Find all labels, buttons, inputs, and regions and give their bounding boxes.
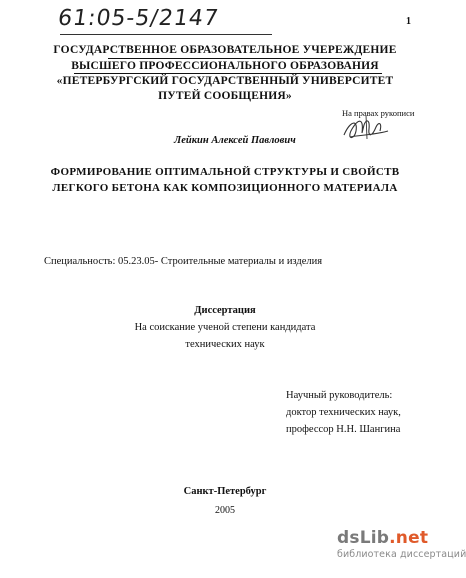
institution-line-3: «ПЕТЕРБУРГСКИЙ ГОСУДАРСТВЕННЫЙ УНИВЕРСИТЕТ [56, 75, 394, 87]
archive-number-underline [60, 34, 272, 35]
specialty: Специальность: 05.23.05- Строительные материалы и изделия [44, 256, 323, 267]
author-name: Лейкин Алексей Павлович [174, 135, 296, 146]
dslib-logo: dsLib.net [337, 528, 429, 548]
degree-line-2: технических наук [185, 339, 265, 350]
institution-rule-2 [74, 73, 382, 74]
handwritten-signature [336, 113, 394, 143]
institution-line-4: ПУТЕЙ СООБЩЕНИЯ» [158, 90, 292, 102]
title-line-1: ФОРМИРОВАНИЕ ОПТИМАЛЬНОЙ СТРУКТУРЫ И СВОЙСТВ [50, 166, 400, 178]
institution-line-2: ВЫСШЕГО ПРОФЕССИОНАЛЬНОГО ОБРАЗОВАНИЯ [71, 60, 379, 72]
handwritten-archive-number: 61:05-5/2147 [56, 6, 221, 31]
degree-line-1: На соискание ученой степени кандидата [134, 322, 316, 333]
page-number: 1 [406, 16, 411, 27]
city: Санкт-Петербург [183, 486, 267, 497]
supervisor-label: Научный руководитель: [286, 390, 393, 401]
institution-rule-1 [108, 58, 361, 59]
title-line-2: ЛЕГКОГО БЕТОНА КАК КОМПОЗИЦИОННОГО МАТЕРИАЛА [52, 182, 398, 194]
rights-note: На правах рукописи [342, 108, 415, 118]
dslib-watermark [337, 528, 466, 560]
institution-line-1: ГОСУДАРСТВЕННОЕ ОБРАЗОВАТЕЛЬНОЕ УЧЕРЕЖДЕНИЕ [53, 44, 397, 56]
supervisor-name: профессор Н.Н. Шангина [286, 424, 401, 435]
supervisor-degree: доктор технических наук, [286, 407, 401, 418]
dissertation-label: Диссертация [194, 305, 256, 316]
dslib-caption: библиотека диссертаций [337, 549, 466, 560]
year: 2005 [215, 505, 235, 516]
